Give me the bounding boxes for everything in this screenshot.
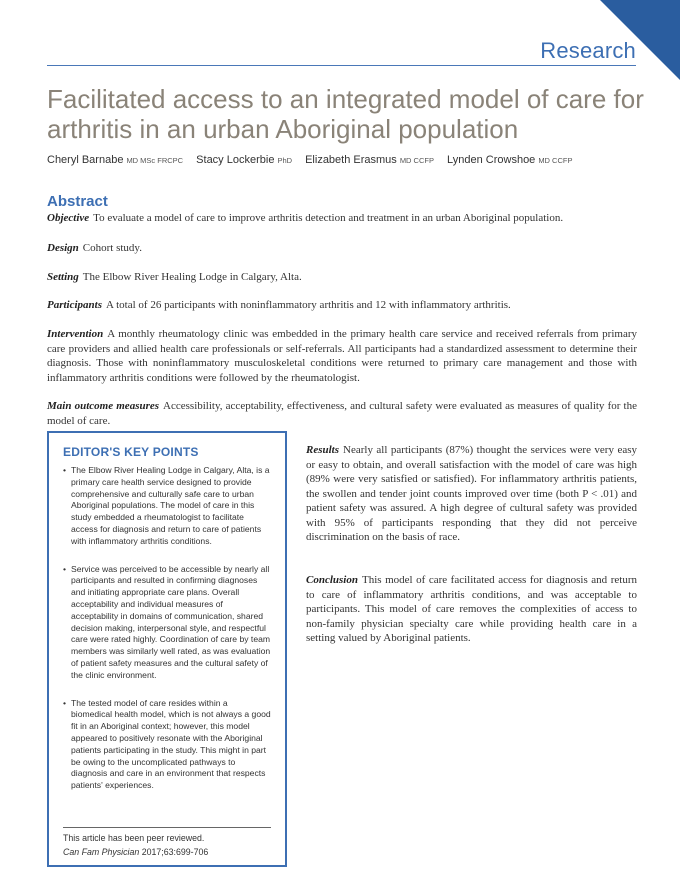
key-points-divider: [63, 827, 271, 828]
participants-label: Participants: [47, 299, 103, 311]
author-credentials: MD CCFP: [538, 156, 573, 165]
abstract-intervention: [47, 327, 637, 385]
editors-key-points-box: [47, 431, 287, 867]
conclusion-text: This model of care facilitated access for diagnosis and return to care of inflammatory arthritis conditions, and was acceptable to participants. This model of care removes the complexities of access to non-family physician specialty care while providing health care in a setting valued by Aboriginal patients.: [306, 574, 637, 644]
citation-ref: 2017;63:699-706: [141, 847, 209, 857]
author-name: Cheryl Barnabe: [47, 154, 124, 166]
abstract-setting: [47, 270, 637, 285]
header-divider: [47, 65, 636, 66]
author-credentials: MD MSc FRCPC: [126, 156, 184, 165]
key-points-list: [63, 465, 271, 792]
conclusion-label: Conclusion: [306, 574, 358, 586]
main-outcome-label: Main outcome measures: [47, 400, 160, 412]
author-credentials: PhD: [277, 156, 293, 165]
objective-text: To evaluate a model of care to improve arthritis detection and treatment in an urban Aboriginal population.: [93, 212, 564, 224]
key-point-item: • The tested model of care resides within a biomedical health model, which is not always a good fit in an Aboriginal context; however, this model appeared to positively resonate with the Aboriginal patients participating in the study. This might in part be owing to the uncomplicated pathways to diagnosis and care in an environment that respects patients' experiences.: [63, 698, 271, 792]
author-name: Elizabeth Erasmus: [305, 154, 397, 166]
abstract-participants: [47, 298, 637, 313]
abstract-conclusion: [306, 573, 637, 646]
author-name: Lynden Crowshoe: [447, 154, 536, 166]
section-label: Research: [540, 38, 636, 63]
main-outcome-text: Accessibility, acceptability, effectiveness, and cultural safety were evaluated as measures of quality for the model of care.: [47, 400, 637, 427]
author-credentials: MD CCFP: [399, 156, 434, 165]
setting-text: The Elbow River Healing Lodge in Calgary, Alta.: [82, 271, 302, 283]
abstract-design: [47, 241, 637, 256]
results-label: Results: [306, 444, 340, 456]
citation: [63, 847, 208, 857]
participants-text: A total of 26 participants with noninflammatory arthritis and 12 with inflammatory arthritis.: [106, 299, 511, 311]
setting-label: Setting: [47, 271, 79, 283]
abstract-objective: [47, 211, 637, 226]
author-name: Stacy Lockerbie: [196, 154, 275, 166]
intervention-text: A monthly rheumatology clinic was embedded in the primary health care service and received referrals from primary care providers and allied health care professionals or self-referrals. All participants had a standardized assessment to determine their diagnosis. Those with noninflammatory musculoskeletal conditions were returned to primary care management and those with inflammatory arthritis conditions were followed by the rheumatologist.: [47, 328, 637, 384]
abstract-main-outcome: [47, 399, 637, 428]
citation-journal: Can Fam Physician: [63, 847, 140, 857]
key-points-heading: EDITOR'S KEY POINTS: [63, 445, 199, 459]
article-title: Facilitated access to an integrated model of care for arthritis in an urban Aboriginal population: [47, 84, 644, 144]
key-point-item: • The Elbow River Healing Lodge in Calgary, Alta, is a primary care health service designed to provide comprehensive and culturally safe care to urban Aboriginal populations. The model of care in this study embedded a rheumatologist to facilitate access for diagnosis and return to care of patients with inflammatory arthritis conditions.: [63, 465, 271, 548]
intervention-label: Intervention: [47, 328, 104, 340]
design-text: Cohort study.: [82, 242, 142, 254]
peer-review-note: This article has been peer reviewed.: [63, 833, 205, 843]
results-text: Nearly all participants (87%) thought the services were very easy or easy to obtain, and overall satisfaction with the model of care was high (89% were very satisfied or satisfied). For inflammatory arthritis patients, the swollen and tender joint counts improved over time (both P < .01) and patient safety was assured. A high degree of cultural safety was provided with 95% of participants responding that they did not perceive discrimination on the basis of race.: [306, 444, 637, 543]
abstract-heading: Abstract: [47, 193, 108, 210]
key-point-item: • Service was perceived to be accessible by nearly all participants and resulted in confirming diagnoses and initiating appropriate care plans. Overall acceptability and individual measures of acceptability in domains of communication, shared decision making, interpersonal style, and respectful care were rated highly. Coordination of care by team members was similarly well rated, as was evaluation of patient safety measures and the cultural safety of the clinic environment.: [63, 564, 271, 682]
abstract-results: [306, 443, 637, 545]
author-list: [47, 154, 647, 166]
design-label: Design: [47, 242, 79, 254]
objective-label: Objective: [47, 212, 90, 224]
